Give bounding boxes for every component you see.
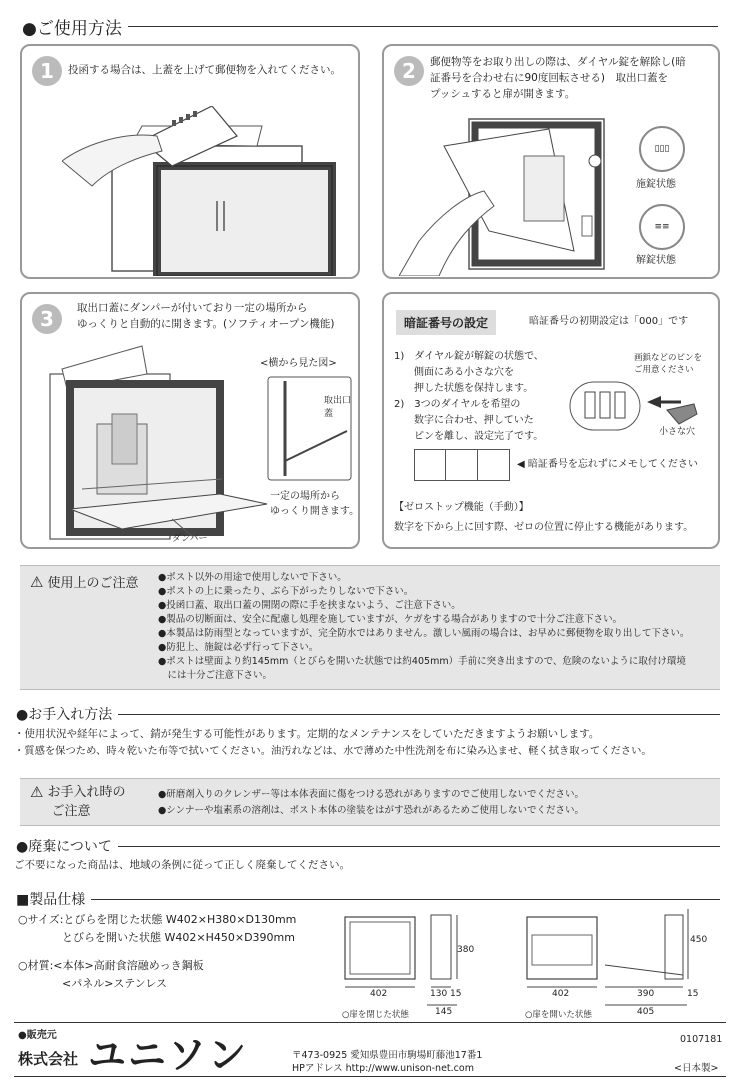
code-initial: 暗証番号の初期設定は「000」です <box>529 316 689 327</box>
dim-open-h: 450 <box>690 935 708 945</box>
step1-illustration <box>62 106 352 276</box>
care-title-text: ●お手入れ方法 <box>16 707 113 723</box>
caution-item: ●投函口蓋、取出口蓋の開閉の際に手を挟まないよう、ご注意下さい。 <box>158 600 461 611</box>
caution-item: ●ポストは壁面より約145mm（とびらを開いた状態では約405mm）手前に突き出ますので、危険のないように取付け環境 <box>158 656 686 667</box>
caution-item: ●ポスト以外の用途で使用しないで下さい。 <box>158 572 347 583</box>
spec-body <box>18 911 296 993</box>
caution-item: ●ポストの上に乗ったり、ぶら下がったりしないで下さい。 <box>158 586 414 597</box>
care-caution-item: ●研磨剤入りのクレンザー等は本体表面に傷をつける恐れがありますのでご使用しないでください。 <box>158 789 585 800</box>
step2-text <box>430 54 686 102</box>
code-step-line: 側面にある小さな穴を <box>394 367 514 378</box>
dim-open-caption: ○扉を開いた状態 <box>525 1010 592 1020</box>
step3-panel <box>20 292 360 549</box>
company-address: 〒473-0925 愛知県豊田市駒場町藤池17番1 <box>292 1050 483 1061</box>
company-hp[interactable]: HPアドレス http://www.unison-net.com <box>292 1063 474 1074</box>
seller-label: ●販売元 <box>18 1030 57 1041</box>
locked-label: 施錠状態 <box>636 179 676 190</box>
unlocked-dial-icon: ≡≡ <box>639 204 685 250</box>
code-title: 暗証番号の設定 <box>396 310 496 335</box>
locked-dial-icon: ▯▯▯ <box>639 126 685 172</box>
code-steps <box>394 349 544 445</box>
memo-box[interactable] <box>446 449 478 481</box>
step2-number: 2 <box>394 56 424 86</box>
code-step-line: 押した状態を保持します。 <box>394 383 534 394</box>
code-step-line: ピンを離し、設定完了です。 <box>394 431 544 442</box>
dim-closed-h: 380 <box>457 945 475 955</box>
step3-text <box>77 300 334 332</box>
zero-stop-text: 数字を下から上に回す際、ゼロの位置に停止する機能があります。 <box>394 522 694 533</box>
origin-label: <日本製> <box>674 1063 719 1074</box>
zero-stop-title: 【ゼロストップ機能（手動）】 <box>394 502 529 513</box>
dim-closed-d: 130 <box>430 989 448 999</box>
step3-line: 取出口蓋にダンパーが付いており一定の場所から <box>77 302 308 314</box>
product-code: 0107181 <box>680 1034 723 1045</box>
spec-title-text: ■製品仕様 <box>16 892 86 908</box>
care-caution-list <box>158 787 584 819</box>
care-line: ・使用状況や経年によって、錆が発生する可能性があります。定期的なメンテナンスをしていただきますようお願いします。 <box>14 728 600 740</box>
care-caution-box <box>20 778 720 826</box>
disposal-text: ご不要になった商品は、地域の条例に従って正しく廃棄してください。 <box>14 859 350 871</box>
side-view-label: <横から見た図> <box>260 358 337 369</box>
dim-closed-t: 15 <box>450 989 462 999</box>
warning-icon: ⚠ <box>30 572 44 591</box>
step1-text: 投函する場合は、上蓋を上げて郵便物を入れてください。 <box>68 64 341 76</box>
step3-line: ゆっくりと自動的に開きます。(ソフティオープン機能) <box>77 318 335 330</box>
lid-label: 取出口蓋 <box>324 396 352 419</box>
step2-illustration <box>399 111 619 276</box>
step2-line: 郵便物等をお取り出しの際は、ダイヤル錠を解除し(暗 <box>430 56 686 68</box>
dimension-drawings <box>335 905 725 1020</box>
step1-number: 1 <box>32 56 62 86</box>
caution-item: ●本製品は防雨型となっていますが、完全防水ではありません。激しい風雨の場合は、お早めに郵便物を取り出して下さい。 <box>158 628 690 639</box>
dim-closed-depth: 145 <box>435 1007 453 1017</box>
unlocked-label: 解錠状態 <box>636 255 676 266</box>
memo-boxes <box>414 449 510 481</box>
pin-note-line: 画鋲などのピンを <box>634 353 703 363</box>
care-caution-title-line: ご注意 <box>51 804 91 819</box>
care-caution-title-line: お手入れ時の <box>47 785 126 800</box>
company-prefix: 株式会社 <box>18 1050 79 1068</box>
memo-label: ◀ 暗証番号を忘れずにメモしてください <box>517 459 698 470</box>
caution-item: ●防犯上、施錠は必ず行って下さい。 <box>158 642 319 653</box>
step1-panel <box>20 44 360 279</box>
code-panel <box>382 292 720 549</box>
care-body <box>14 726 652 760</box>
disposal-title-text: ●廃棄について <box>16 839 112 855</box>
warning-icon: ⚠ <box>30 783 44 801</box>
care-section-title <box>16 704 720 724</box>
pin-note <box>634 352 702 376</box>
usage-title-text: ●ご使用方法 <box>22 19 122 39</box>
side-view-illustration <box>267 376 352 481</box>
spec-line: <パネル>ステンレス <box>18 977 168 990</box>
care-line: ・質感を保つため、時々乾いた布等で拭いてください。油汚れなどは、水で薄めた中性洗剤を布に染み込ませ、軽く拭き取ってください。 <box>14 745 652 757</box>
caution-heading <box>30 572 138 591</box>
code-step-line: 2) 3つのダイヤルを希望の <box>394 399 521 410</box>
brand-logo: ユニソン <box>88 1033 249 1077</box>
usage-section-title <box>22 14 718 39</box>
dim-open-w: 402 <box>552 989 570 999</box>
dim-open-depth: 405 <box>637 1007 655 1017</box>
step3-illustration <box>42 344 272 544</box>
caution-list <box>158 571 689 683</box>
step2-panel <box>382 44 720 279</box>
footer-bottom-rule <box>14 1076 726 1077</box>
caution-title: 使用上のご注意 <box>47 576 139 591</box>
damper-label: ダンパー <box>172 534 208 544</box>
dim-open-t: 15 <box>687 989 699 999</box>
step3-number: 3 <box>32 304 62 334</box>
spec-line: ○サイズ:とびらを閉じた状態 W402×H380×D130mm <box>18 913 297 926</box>
dim-open-d: 390 <box>637 989 655 999</box>
caution-item: ●製品の切断面は、安全に配慮し処理を施していますが、ケガをする場合がありますので十分ご注意下さい。 <box>158 614 623 625</box>
caution-item: には十分ご注意下さい。 <box>158 670 273 681</box>
memo-box[interactable] <box>414 449 446 481</box>
step2-line: 証番号を合わせ右に90度回転させる) 取出口蓋を <box>430 72 668 84</box>
open-line: ゆっくり開きます。 <box>270 506 360 517</box>
care-caution-item: ●シンナーや塩素系の溶剤は、ポスト本体の塗装をはがす恐れがあるためご使用しないでください。 <box>158 805 585 816</box>
code-step-line: 数字に合わせ、押していた <box>394 415 534 426</box>
memo-box[interactable] <box>478 449 510 481</box>
code-step-line: 1) ダイヤル錠が解錠の状態で、 <box>394 351 544 362</box>
care-caution-heading <box>30 783 125 821</box>
pin-note-line: ご用意ください <box>634 365 694 375</box>
caution-box <box>20 565 720 690</box>
open-text <box>270 489 359 519</box>
spec-line: とびらを開いた状態 W402×H450×D390mm <box>18 931 295 944</box>
hole-label: 小さな穴 <box>659 427 696 437</box>
disposal-section-title <box>16 836 720 856</box>
footer-top-rule <box>14 1022 726 1023</box>
dim-closed-caption: ○扉を閉じた状態 <box>342 1010 409 1020</box>
open-line: 一定の場所から <box>270 491 340 502</box>
spec-line: ○材質:<本体>高耐食溶融めっき鋼板 <box>18 959 204 972</box>
dim-closed-w: 402 <box>370 989 388 999</box>
step2-line: プッシュすると扉が開きます。 <box>430 88 576 100</box>
